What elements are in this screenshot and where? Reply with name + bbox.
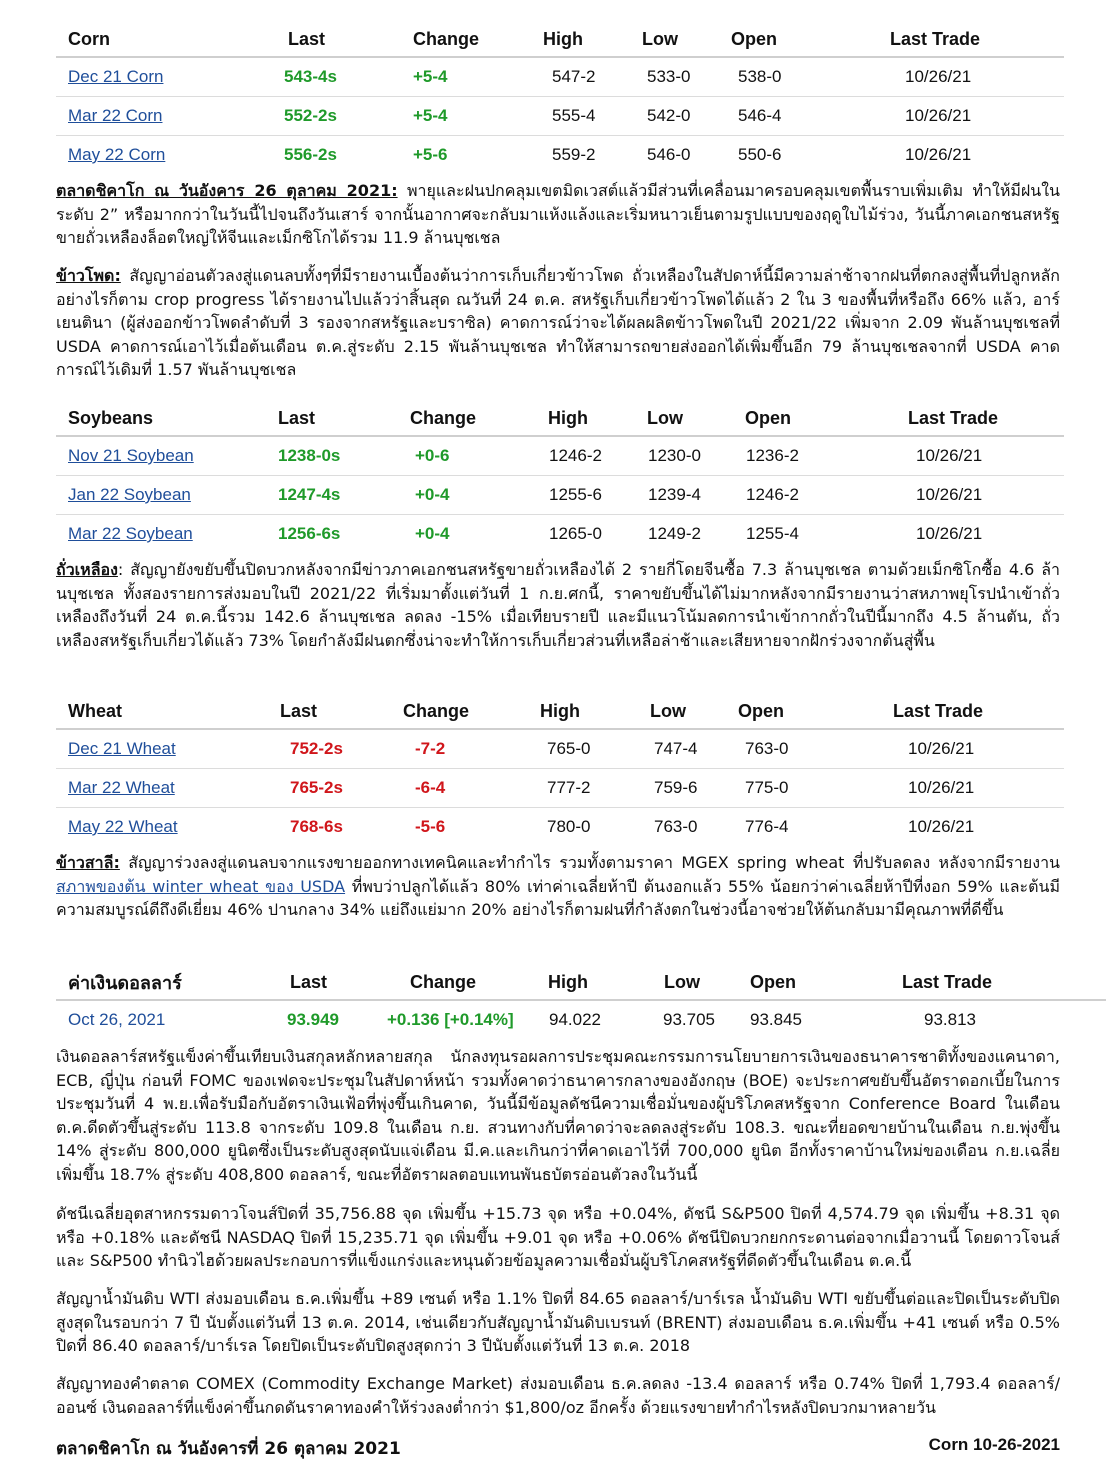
price-change: +5-6: [413, 145, 448, 164]
header-change: Change: [410, 971, 477, 992]
header-high: High: [543, 28, 583, 49]
header-last-trade: Last Trade: [893, 700, 984, 721]
open-price: 775-0: [745, 778, 789, 797]
footer-date: ตลาดชิคาโก ณ วันอังคารที่ 26 ตุลาคม 2021: [56, 1439, 401, 1459]
header-contract: Soybeans: [68, 407, 154, 428]
usd-commentary: เงินดอลลาร์สหรัฐแข็งค่าขึ้นเทียบเงินสกุลหลักหลายสกุล นักลงทุนรอผลการประชุมคณะกรรมการนโยบายการเงินของธนาคารชาติทั้งของแคนาดา, ECB, ญี่ปุ่น ก่อนที่ FOMC ของเฟดจะประชุมในสัปดาห์หน้า รวมทั้งคาดว่าธนาคารกลางของอังกฤษ (BOE) จะประกาศขยับขึ้นอัตราดอกเบี้ยในการประชุมวันที่ 4 พ.ย.เพื่อรับมือกับอัตราเงินเฟ้อที่พุ่งขึ้นเกินคาด, วันนี้มีข้อมูลดัชนีความเชื่อมั่นของผู้บริโภคสหรัฐจาก Conference Board ในเดือน ต.ค.ดีดตัวขึ้นสู่ระดับ 113.8 จากระดับ 109.8 ในเดือน ก.ย. สวนทางกับที่คาดว่าจะลดลงสู่ระดับ 108.3. ขณะที่ยอดขายบ้านในเดือน ก.ย.พุ่งขึ้น 14% สู่ระดับ 800,000 ยูนิตซึ่งเป็นระดับสูงสุดนับแจ่เดือน มี.ค.และเกินกว่าที่คาดเอาไว้ที่ 700,000 ยูนิต อีกทั้งราคาบ้านใหม่ของเดือน ก.ย.เฉลี่ยเพิ่มขึ้น 18.7% สู่ระดับ 408,800 ดอลลาร์, ขณะที่อัตราผลตอบแทนพันธบัตรอ่อนตัวลงในวันนี้: [56, 1047, 1060, 1184]
last-price: 93.949: [287, 1010, 339, 1029]
low-price: 759-6: [654, 778, 698, 797]
header-change: Change: [410, 407, 477, 428]
last-trade-date: 10/26/21: [916, 485, 983, 504]
open-price: 763-0: [745, 739, 789, 758]
usd-quote-table: [56, 965, 1106, 1039]
table-row: [56, 769, 1064, 808]
corn-commentary-text: สัญญาอ่อนตัวลงสู่แดนลบทั้งๆที่มีรายงานเบื้องต้นว่าการเก็บเกี่ยวข้าวโพด ถั่วเหลืองในสัปดาห์นี้มีความล่าช้าจากฝนที่ตกลงสู่พื้นที่ปลูกหลัก อย่างไรก็ตาม crop progress ได้รายงานไปแล้วว่าสิ้นสุด ณวันที่ 24 ต.ค. สหรัฐเก็บเกี่ยวข้าวโพดได้แล้ว 2 ใน 3 ของพื้นที่หรือถึง 66% แล้ว, อาร์เยนตินา (ผู้ส่งออกข้าวโพดลำดับที่ 3 รองจากสหรัฐและบราซิล) คาดการณ์ว่าจะได้ผลผลิตข้าวโพดในปี 2021/22 เพิ่มจาก 2.09 พันล้านบุชเชลที่ USDA คาดการณ์เอาไว้เมื่อต้นเดือน ต.ค.สู่ระดับ 2.15 พันล้านบุชเชล ทำให้สามารถขายส่งออกได้เพิ่มขึ้นอีก 79 ล้านบุชเชลจากที่ USDA คาดการณ์ไว้เดิมที่ 1.57 พันล้านบุชเชล: [56, 266, 1060, 379]
high-price: 547-2: [552, 67, 596, 86]
header-contract: Corn: [68, 28, 110, 49]
header-last: Last: [290, 971, 328, 992]
chicago-market-summary: [56, 179, 1060, 250]
table-row: [56, 97, 1064, 136]
high-price: 94.022: [549, 1010, 601, 1029]
high-price: 765-0: [547, 739, 591, 758]
contract-link[interactable]: Dec 21 Wheat: [68, 739, 176, 758]
open-price: 1236-2: [746, 446, 799, 465]
header-low: Low: [647, 407, 683, 428]
open-price: 93.845: [750, 1010, 802, 1029]
header-change: Change: [403, 700, 470, 721]
high-price: 559-2: [552, 145, 596, 164]
crude-oil-commentary: สัญญาน้ำมันดิบ WTI ส่งมอบเดือน ธ.ค.เพิ่มขึ้น +89 เซนต์ หรือ 1.1% ปิดที่ 84.65 ดอลลาร์/บาร์เรล น้ำมันดิบ WTI ขยับขึ้นต่อและปิดเป็นระดับปิดสูงสุดในรอบกว่า 7 ปี นับตั้งแต่วันที่ 13 ต.ค. 2014, เช่นเดียวกับสัญญาน้ำมันดิบเบรนท์ (BRENT) ส่งมอบเดือน ธ.ค.เพิ่มขึ้น +41 เซนต์ หรือ 0.5% ปิดที่ 86.40 ดอลลาร์/บาร์เรล โดยปิดเป็นระดับปิดสูงสุดกว่า 3 ปีนับตั้งแต่วันที่ 13 ต.ค. 2018: [56, 1289, 1060, 1355]
price-change: +0-6: [415, 446, 450, 465]
last-trade-date: 10/26/21: [916, 524, 983, 543]
corn-table-header: [56, 22, 1064, 58]
low-price: 93.705: [663, 1010, 715, 1029]
soybean-commentary: [56, 558, 1060, 652]
contract-link[interactable]: May 22 Wheat: [68, 817, 178, 836]
last-trade-date: 10/26/21: [916, 446, 983, 465]
low-price: 546-0: [647, 145, 691, 164]
open-price: 538-0: [738, 67, 782, 86]
footer-title: Corn 10-26-2021: [928, 1435, 1060, 1454]
price-change: -7-2: [415, 739, 446, 758]
header-last-trade: Last Trade: [902, 971, 993, 992]
low-price: 542-0: [647, 106, 691, 125]
header-last: Last: [280, 700, 318, 721]
header-high: High: [548, 971, 588, 992]
wheat-table-header: [56, 694, 1064, 730]
open-price: 546-4: [738, 106, 782, 125]
price-change: +0.136 [+0.14%]: [387, 1010, 514, 1029]
stock-index-commentary: ดัชนีเฉลี่ยอุตสาหกรรมดาวโจนส์ปิดที่ 35,756.88 จุด เพิ่มขึ้น +15.73 จุด หรือ +0.04%, ดัชนี S&P500 ปิดที่ 4,574.79 จุด เพิ่มขึ้น +8.31 จุด หรือ +0.18% และดัชนี NASDAQ ปิดที่ 15,235.71 จุด เพิ่มขึ้น +9.01 จุด หรือ +0.06% ดัชนีปิดบวกยกกระดานต่อจากเมื่อวานนี้ โดยดาวโจนส์และ S&P500 ทำนิวไฮด้วยผลประกอบการที่แข็งแกร่งและหนุนด้วยข้อมูลความเชื่อมั่นผู้บริโภคสหรัฐที่ดีดตัวขึ้นในเดือน ต.ค.นี้: [56, 1204, 1061, 1270]
low-price: 533-0: [647, 67, 691, 86]
last-price: 768-6s: [290, 817, 343, 836]
contract-link[interactable]: Mar 22 Soybean: [68, 524, 193, 543]
corn-quote-table: [56, 22, 1064, 174]
last-trade-date: 10/26/21: [905, 67, 972, 86]
price-change: +5-4: [413, 67, 448, 86]
wheat-commentary-text-a: สัญญาร่วงลงสู่แดนลบจากแรงขายออกทางเทคนิคและทำกำไร รวมทั้งตามราคา MGEX spring wheat ที่ปรับลดลง หลังจากมีรายงาน: [119, 853, 1060, 872]
table-row: [56, 808, 1064, 846]
open-price: 776-4: [745, 817, 789, 836]
last-price: 752-2s: [290, 739, 343, 758]
market-date-heading: ตลาดชิคาโก ณ วันอังคาร 26 ตุลาคม 2021:: [56, 181, 398, 200]
high-price: 777-2: [547, 778, 591, 797]
header-last-trade: Last Trade: [908, 407, 999, 428]
last-trade-date: 10/26/21: [908, 739, 975, 758]
price-change: +0-4: [415, 524, 450, 543]
soybean-table-header: [56, 401, 1064, 437]
header-open: Open: [750, 971, 797, 992]
market-summary-text: พายุและฝนปกคลุมเขตมิดเวสต์แล้วมีส่วนที่เคลื่อนมาครอบคลุมเขตพื้นราบเพิ่มเติม ทำให้มีฝนในระดับ 2” หรือมากกว่าในวันนี้ไปจนถึงวันเสาร์ จากนั้นอากาศจะกลับมาแห้งแล้งและเริ่มหนาวเย็นตามรูปแบบของฤดูใบไม้ร่วง, วันนี้ภาคเอกชนสหรัฐขายถั่วเหลืองล็อตใหญ่ให้จีนและเม็กซิโกได้รวม 11.9 ล้านบุชเชล: [56, 181, 1060, 247]
header-open: Open: [745, 407, 792, 428]
last-price: 765-2s: [290, 778, 343, 797]
high-price: 780-0: [547, 817, 591, 836]
last-price: 552-2s: [284, 106, 337, 125]
high-price: 1265-0: [549, 524, 602, 543]
last-price: 1247-4s: [278, 485, 341, 504]
last-price: 1238-0s: [278, 446, 341, 465]
header-low: Low: [642, 28, 678, 49]
header-last: Last: [278, 407, 316, 428]
high-price: 1255-6: [549, 485, 602, 504]
page-footer: [56, 1435, 1060, 1459]
price-change: +5-4: [413, 106, 448, 125]
wheat-heading: ข้าวสาลี:: [56, 853, 120, 872]
price-change: +0-4: [415, 485, 450, 504]
high-price: 1246-2: [549, 446, 602, 465]
contract-date: Oct 26, 2021: [68, 1010, 166, 1029]
header-contract: ค่าเงินดอลลาร์: [68, 972, 182, 993]
header-high: High: [540, 700, 580, 721]
soybean-commentary-text: : สัญญายังขยับขึ้นปิดบวกหลังจากมีข่าวภาคเอกชนสหรัฐขายถั่วเหลืองได้ 2 รายกี่โดยจีนซื้อ 7.3 ล้านบุชเชล ตามด้วยเม็กซิโกซื้อ 4.6 ล้านบุชเชล ทั้งสองรายการส่งมอบในปี 2021/22 ที่เริ่มมาตั้งแต่วันที่ 1 ก.ย.ศกนี้, ราคาขยับขึ้นได้ไม่มากหลังจากมีรายงานว่าสหภาพยุโรปนำเข้าถั่วเหลืองถึงวันที่ 24 ต.ค.นี้รวม 142.6 ล้านบุชเชล ลดลง -15% เมื่อเทียบรายปี และมีแนวโน้มลดการนำเข้ากากถั่วในปีนี้มากถึง 4.5 ล้านตัน, ถั่วเหลืองสหรัฐเก็บเกี่ยวได้แล้ว 73% โดยกำลังมีฝนตกซึ่งน่าจะทำให้การเก็บเกี่ยวส่วนที่เหลือล่าช้าและเสียหายจากฝักร่วงจากต้นสู่พื้น: [56, 560, 1060, 650]
corn-commentary: [56, 264, 1060, 382]
soybean-heading: ถั่วเหลือง: [56, 560, 118, 579]
open-price: 550-6: [738, 145, 782, 164]
last-trade-date: 10/26/21: [908, 817, 975, 836]
open-price: 1246-2: [746, 485, 799, 504]
contract-link[interactable]: Nov 21 Soybean: [68, 446, 194, 465]
last-trade-date: 10/26/21: [905, 145, 972, 164]
corn-heading: ข้าวโพด:: [56, 266, 121, 285]
header-last-trade: Last Trade: [890, 28, 981, 49]
header-change: Change: [413, 28, 480, 49]
wheat-quote-table: [56, 694, 1064, 846]
header-low: Low: [664, 971, 700, 992]
low-price: 1230-0: [648, 446, 701, 465]
header-open: Open: [731, 28, 778, 49]
contract-link[interactable]: May 22 Corn: [68, 145, 166, 164]
last-price: 1256-6s: [278, 524, 341, 543]
low-price: 1249-2: [648, 524, 701, 543]
last-price: 556-2s: [284, 145, 337, 164]
open-price: 1255-4: [746, 524, 799, 543]
last-trade-value: 93.813: [924, 1010, 976, 1029]
contract-link[interactable]: Mar 22 Wheat: [68, 778, 175, 797]
wheat-commentary: [56, 851, 1060, 922]
contract-link[interactable]: Jan 22 Soybean: [68, 485, 191, 504]
contract-link[interactable]: Mar 22 Corn: [68, 106, 163, 125]
header-open: Open: [738, 700, 785, 721]
gold-commentary: สัญญาทองคำตลาด COMEX (Commodity Exchange Market) ส่งมอบเดือน ธ.ค.ลดลง -13.4 ดอลลาร์ หรือ 0.74% ปิดที่ 1,793.4 ดอลลาร์/ออนซ์ เงินดอลลาร์ที่แข็งค่าขึ้นกดดันราคาทองคำให้ร่วงลงต่ำกว่า $1,800/oz อีกครั้ง ด้วยแรงขายทำกำไรหลังปิดบวกมาหลายวัน: [56, 1374, 1060, 1417]
last-trade-date: 10/26/21: [905, 106, 972, 125]
low-price: 1239-4: [648, 485, 701, 504]
header-high: High: [548, 407, 588, 428]
table-row: [56, 437, 1064, 476]
low-price: 747-4: [654, 739, 698, 758]
last-trade-date: 10/26/21: [908, 778, 975, 797]
contract-link[interactable]: Dec 21 Corn: [68, 67, 164, 86]
header-low: Low: [650, 700, 686, 721]
table-row: [56, 730, 1064, 769]
table-row: [56, 58, 1064, 97]
wheat-commentary-text-b: ที่พบว่าปลูกได้แล้ว 80% เท่าค่าเฉลี่ยห้าปี ต้นงอกแล้ว 55% น้อยกว่าค่าเฉลี่ยห้าปีที่งอก 59% และต้นมีความสมบูรณ์ดีถึงดีเยี่ยม 46% ปานกลาง 34% แย่ถึงแย่มาก 20% อย่างไรก็ตามฝนที่กำลังตกในช่วงนี้อาจช่วยให้ต้นกลับมามีคุณภาพที่ดีขึ้น: [56, 876, 1060, 919]
table-row: [56, 136, 1064, 174]
price-change: -5-6: [415, 817, 446, 836]
table-row: [56, 476, 1064, 515]
table-row: [56, 515, 1064, 553]
high-price: 555-4: [552, 106, 596, 125]
soybean-quote-table: [56, 401, 1064, 553]
header-contract: Wheat: [68, 700, 122, 721]
header-last: Last: [288, 28, 326, 49]
table-row: [56, 1001, 1106, 1039]
usd-table-header: [56, 965, 1106, 1001]
last-price: 543-4s: [284, 67, 337, 86]
low-price: 763-0: [654, 817, 698, 836]
price-change: -6-4: [415, 778, 446, 797]
usda-crop-condition-link[interactable]: สภาพของต้น winter wheat ของ USDA: [56, 876, 346, 896]
